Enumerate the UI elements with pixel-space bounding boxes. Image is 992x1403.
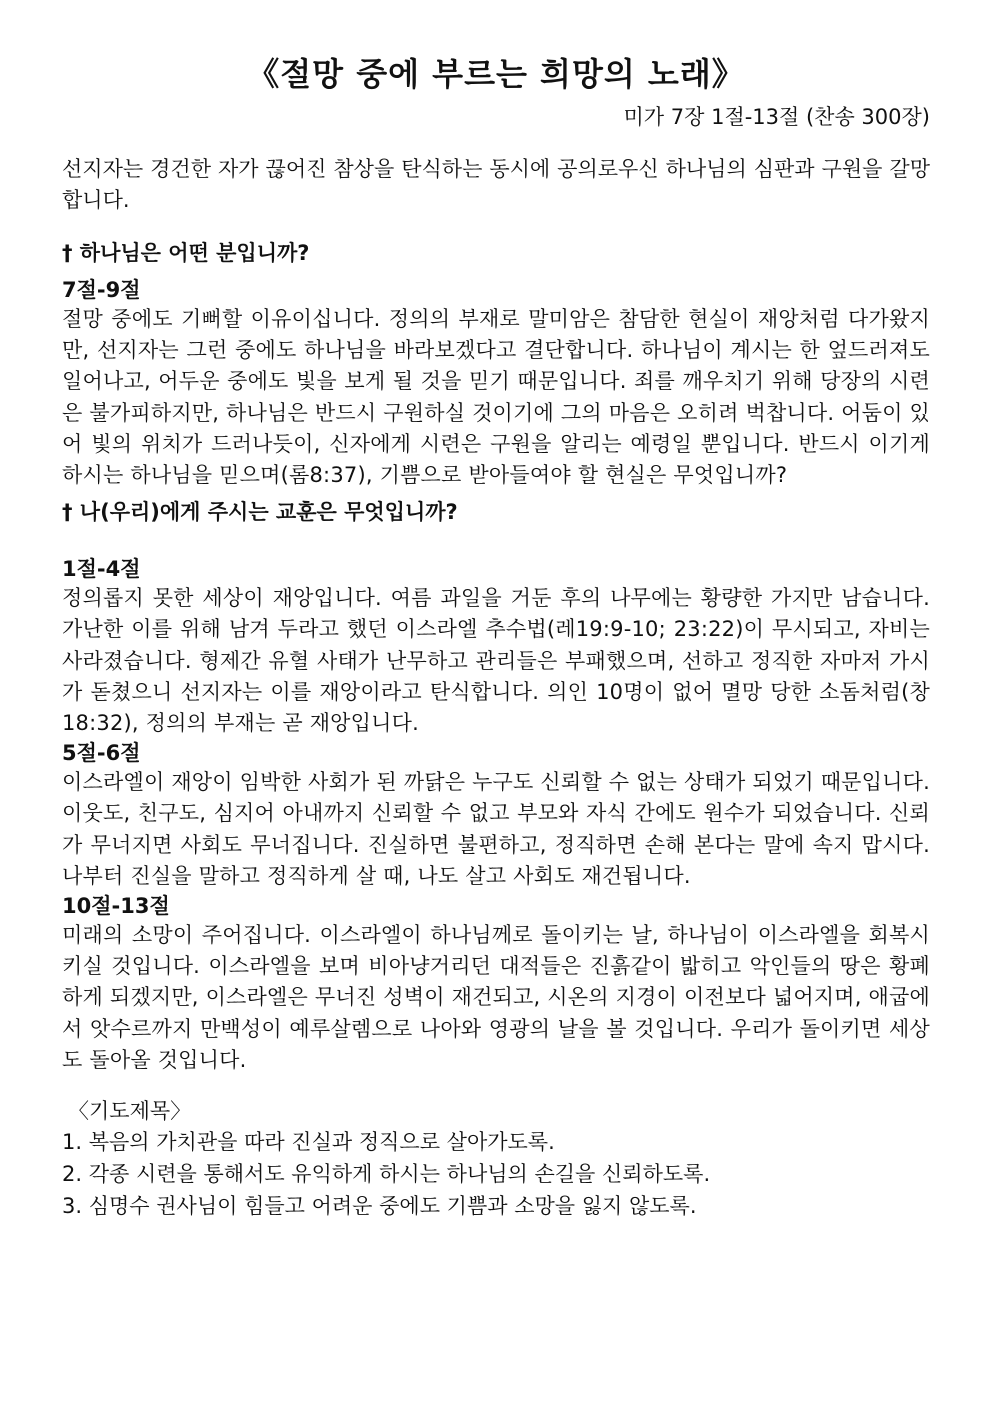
verse-label-1-4: 1절-4절 (62, 557, 141, 582)
prayer-item: 1. 복음의 가치관을 따라 진실과 정직으로 살아가도록. (62, 1130, 555, 1155)
paragraph-10-13: 미래의 소망이 주어집니다. 이스라엘이 하나님께로 돌이키는 날, 하나님이 이스라엘을 회복시키실 것입니다. 이스라엘을 보며 비아냥거리던 대적들은 진흙같이 밟히고 악인들의 땅은 황폐하게 되겠지만, 이스라엘은 무너진 성벽이 재건되고, 시온의 지경이 이전보다 넓어지며, 애굽에서 앗수르까지 만백성이 예루살렘으로 나아와 영광의 날을 볼 것입니다. 우리가 돌이키면 세상도 돌아올 것입니다. (62, 923, 930, 1072)
bulletin-page (62, 52, 930, 1222)
prayer-list (62, 1126, 930, 1222)
section-heading-god: † 하나님은 어떤 분입니까? (62, 241, 310, 265)
paragraph-1-4: 정의롭지 못한 세상이 재앙입니다. 여름 과일을 거둔 후의 나무에는 황량한 가지만 남습니다. 가난한 이를 위해 남겨 두라고 했던 이스라엘 추수법(레19:9-10; 23:22)이 무시되고, 자비는 사라졌습니다. 형제간 유혈 사태가 난무하고 관리들은 부패했으며, 선하고 정직한 자마저 가시가 돋쳤으니 선지자는 이를 재앙이라고 탄식합니다. 의인 10명이 없어 멸망 당한 소돔처럼(창18:32), 정의의 부재는 곧 재앙입니다. (62, 586, 930, 736)
verse-label-7-9: 7절-9절 (62, 278, 141, 302)
page-title: 《절망 중에 부르는 희망의 노래》 (247, 55, 745, 93)
prayer-item: 2. 각종 시련을 통해서도 유익하게 하시는 하나님의 손길을 신뢰하도록. (62, 1162, 711, 1187)
section-heading-lesson: † 나(우리)에게 주시는 교훈은 무엇입니까? (62, 500, 458, 525)
paragraph-5-6: 이스라엘이 재앙이 임박한 사회가 된 까닭은 누구도 신뢰할 수 없는 상태가 되었기 때문입니다. 이웃도, 친구도, 심지어 아내까지 신뢰할 수 없고 부모와 자식 간에도 원수가 되었습니다. 신뢰가 무너지면 사회도 무너집니다. 진실하면 불편하고, 정직하면 손해 본다는 말에 속지 맙시다. 나부터 진실을 말하고 정직하게 살 때, 나도 살고 사회도 재건됩니다. (62, 770, 930, 888)
paragraph-7-9: 절망 중에도 기뻐할 이유이십니다. 정의의 부재로 말미암은 참담한 현실이 재앙처럼 다가왔지만, 선지자는 그런 중에도 하나님을 바라보겠다고 결단합니다. 하나님이 계시는 한 엎드러져도 일어나고, 어두운 중에도 빛을 보게 될 것을 믿기 때문입니다. 죄를 깨우치기 위해 당장의 시련은 불가피하지만, 하나님은 반드시 구원하실 것이기에 그의 마음은 오히려 벅찹니다. 어둠이 있어 빛의 위치가 드러나듯이, 신자에게 시련은 구원을 알리는 예령일 뿐입니다. 반드시 이기게 하시는 하나님을 믿으며(롬8:37), 기쁨으로 받아들여야 할 현실은 무엇입니까? (62, 307, 930, 488)
verse-label-5-6: 5절-6절 (62, 741, 141, 766)
verse-label-10-13: 10절-13절 (62, 894, 170, 919)
scripture-reference: 미가 7장 1절-13절 (찬송 300장) (623, 105, 930, 129)
prayer-item: 3. 심명수 권사님이 힘들고 어려운 중에도 기쁨과 소망을 잃지 않도록. (62, 1194, 697, 1219)
prayer-title: 〈기도제목〉 (68, 1099, 192, 1124)
intro-paragraph: 선지자는 경건한 자가 끊어진 참상을 탄식하는 동시에 공의로우신 하나님의 심판과 구원을 갈망합니다. (62, 157, 930, 212)
